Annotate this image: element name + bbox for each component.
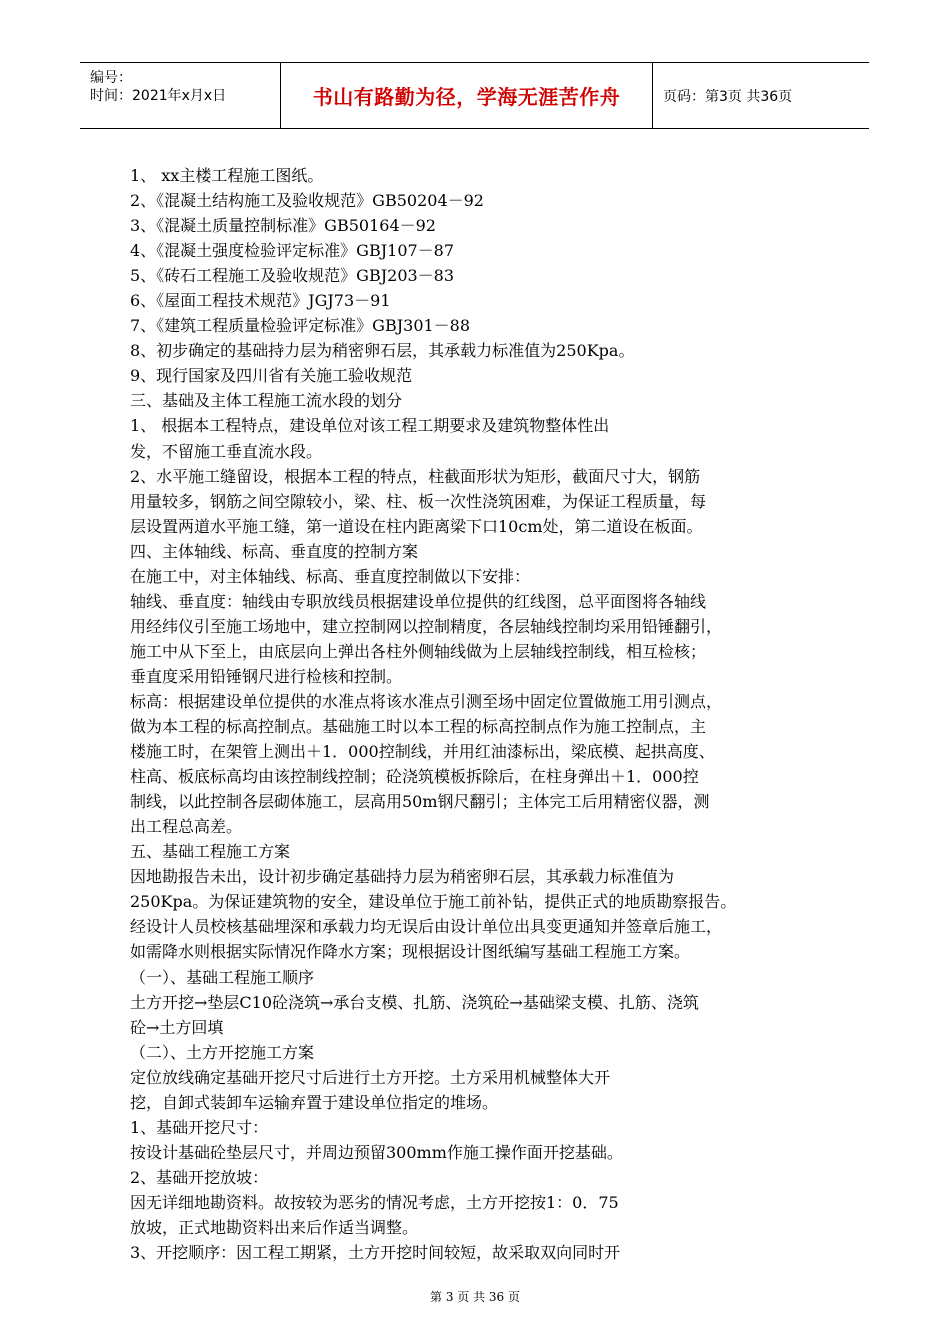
text-line: 土方开挖→垫层C10砼浇筑→承台支模、扎筋、浇筑砼→基础梁支模、扎筋、浇筑: [130, 992, 699, 1012]
text-line: 8、初步确定的基础持力层为稍密卵石层，其承载力标准值为250Kpa。: [130, 341, 635, 361]
text-line: （二）、土方开挖施工方案: [130, 1042, 315, 1062]
text-line: 柱高、板底标高均由该控制线控制；砼浇筑模板拆除后，在柱身弹出＋1．000控: [130, 767, 699, 787]
header-page-cell: [653, 63, 869, 128]
text-line: 7、《建筑工程质量检验评定标准》GBJ301－88: [130, 316, 471, 336]
text-line: 2、基础开挖放坡：: [130, 1167, 269, 1187]
text-line: 2、《混凝土结构施工及验收规范》GB50204－92: [130, 191, 484, 211]
document-time-label: 时间：2021年x月x日: [90, 88, 227, 104]
text-line: 放坡，正式地勘资料出来后作适当调整。: [130, 1217, 419, 1237]
text-line: 楼施工时，在架管上测出＋1．000控制线，并用红油漆标出，梁底模、起拱高度、: [130, 742, 715, 762]
page-footer: 第 3 页 共 36 页: [430, 1290, 520, 1304]
text-line: 5、《砖石工程施工及验收规范》GBJ203－83: [130, 266, 455, 286]
page-header: [80, 62, 869, 129]
text-line: 250Kpa。为保证建筑物的安全，建设单位于施工前补钻，提供正式的地质勘察报告。: [130, 892, 737, 912]
header-motto-cell: [280, 63, 653, 128]
text-line: 出工程总高差。: [130, 817, 243, 837]
text-line: 9、现行国家及四川省有关施工验收规范: [130, 366, 413, 386]
text-line: 层设置两道水平施工缝，第一道设在柱内距离梁下口10cm处，第二道设在板面。: [130, 516, 703, 536]
text-line: 四、主体轴线、标高、垂直度的控制方案: [130, 541, 419, 561]
text-line: 1、 根据本工程特点，建设单位对该工程工期要求及建筑物整体性出: [130, 416, 610, 436]
text-line: 用经纬仪引至施工场地中，建立控制网以控制精度，各层轴线控制均采用铅锤翻引，: [130, 616, 723, 636]
text-line: 砼→土方回填: [130, 1017, 224, 1037]
text-line: 标高：根据建设单位提供的水准点将该水准点引测至场中固定位置做施工用引测点，: [130, 691, 723, 711]
text-line: 三、基础及主体工程施工流水段的划分: [130, 391, 403, 411]
text-line: 施工中从下至上，由底层向上弹出各柱外侧轴线做为上层轴线控制线，相互检核；: [130, 641, 707, 661]
text-line: 垂直度采用铅锤钢尺进行检核和控制。: [130, 666, 403, 686]
text-line: 3、开挖顺序：因工程工期紧，土方开挖时间较短，故采取双向同时开: [130, 1243, 621, 1263]
header-motto: 书山有路勤为径，学海无涯苦作舟: [312, 85, 621, 109]
text-line: 因地勘报告未出，设计初步确定基础持力层为稍密卵石层，其承载力标准值为: [130, 867, 675, 887]
text-line: 4、《混凝土强度检验评定标准》GBJ107－87: [130, 241, 455, 261]
text-line: 用量较多，钢筋之间空隙较小，梁、柱、板一次性浇筑困难，为保证工程质量，每: [130, 491, 707, 511]
text-line: 因无详细地勘资料。故按较为恶劣的情况考虑，土方开挖按1：0．75: [130, 1192, 619, 1212]
text-line: 经设计人员校核基础埋深和承载力均无误后由设计单位出具变更通知并签章后施工，: [130, 917, 723, 937]
text-line: 6、《屋面工程技术规范》JGJ73－91: [130, 291, 391, 311]
text-line: 挖，自卸式装卸车运输弃置于建设单位指定的堆场。: [130, 1092, 499, 1112]
text-line: 如需降水则根据实际情况作降水方案；现根据设计图纸编写基础工程施工方案。: [130, 942, 691, 962]
text-line: 五、基础工程施工方案: [130, 842, 291, 862]
text-line: 定位放线确定基础开挖尺寸后进行土方开挖。土方采用机械整体大开: [130, 1067, 611, 1087]
header-info-cell: [80, 63, 280, 128]
text-line: 轴线、垂直度：轴线由专职放线员根据建设单位提供的红线图，总平面图将各轴线: [130, 591, 707, 611]
text-line: 发，不留施工垂直流水段。: [130, 441, 323, 461]
document-body: [130, 163, 830, 1265]
text-line: 按设计基础砼垫层尺寸，并周边预留300mm作施工操作面开挖基础。: [130, 1142, 623, 1162]
text-line: （一）、基础工程施工顺序: [130, 967, 315, 987]
text-line: 在施工中，对主体轴线、标高、垂直度控制做以下安排：: [130, 566, 531, 586]
document-code-label: 编号：: [90, 70, 132, 86]
text-line: 做为本工程的标高控制点。基础施工时以本工程的标高控制点作为施工控制点，主: [130, 717, 707, 737]
text-line: 制线，以此控制各层砌体施工，层高用50m钢尺翻引；主体完工后用精密仪器，测: [130, 792, 710, 812]
text-line: 2、水平施工缝留设，根据本工程的特点，柱截面形状为矩形，截面尺寸大，钢筋: [130, 466, 701, 486]
text-line: 1、 xx主楼工程施工图纸。: [130, 166, 324, 185]
header-page-info: 页码：第3页 共36页: [663, 88, 793, 105]
text-line: 3、《混凝土质量控制标准》GB50164－92: [130, 216, 436, 236]
text-line: 1、基础开挖尺寸：: [130, 1117, 269, 1137]
